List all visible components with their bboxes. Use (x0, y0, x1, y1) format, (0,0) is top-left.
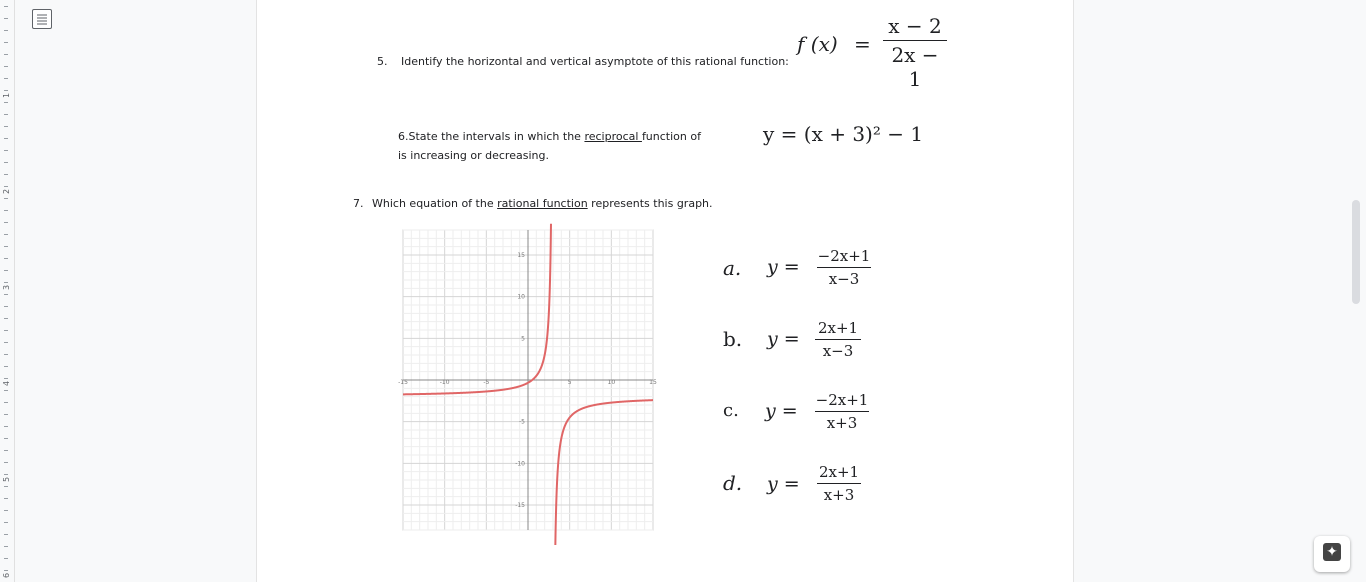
ruler-tick (4, 30, 8, 31)
ruler-tick (4, 474, 8, 475)
q6-suffix: function of (641, 130, 701, 143)
x-tick-label: -10 (439, 379, 450, 386)
rational-function-graph (398, 230, 657, 530)
question-5-text: Identify the horizontal and vertical asymptote of this rational function: (401, 55, 789, 68)
ruler-tick (4, 546, 8, 547)
q5-fraction (883, 14, 947, 91)
option-c-y: y = (765, 400, 798, 422)
option-a-fraction (817, 247, 871, 288)
question-6-line1 (398, 130, 701, 143)
ruler-tick (4, 54, 8, 55)
y-tick-label: 5 (521, 335, 525, 343)
q7-suffix: represents this graph. (587, 197, 713, 210)
ruler-tick (4, 402, 8, 403)
ruler-tick (4, 306, 8, 307)
q6-prefix: 6.State the intervals in which the (398, 130, 585, 143)
ruler-tick (4, 342, 8, 343)
fraction-bar (815, 339, 861, 340)
fraction-bar (817, 483, 861, 484)
fraction-bar (815, 411, 869, 412)
option-d-letter: d. (723, 471, 743, 495)
ruler-tick (4, 6, 8, 7)
option-a-letter: a. (723, 256, 742, 280)
ruler-tick (4, 42, 8, 43)
ruler-tick (4, 102, 8, 103)
ruler-tick (4, 438, 8, 439)
ruler-label: 4 (2, 380, 11, 386)
y-tick-label: -15 (515, 502, 525, 509)
option-b-fraction (815, 319, 861, 360)
option-b-numerator: 2x+1 (817, 319, 859, 337)
ruler-tick (4, 150, 8, 151)
y-tick-label: -5 (519, 418, 525, 426)
ruler-tick (4, 78, 8, 79)
document-page[interactable] (256, 0, 1074, 582)
q7-link-rational-function[interactable]: rational function (497, 197, 588, 210)
ruler-tick (4, 330, 8, 331)
fraction-bar (883, 40, 947, 41)
q6-link-reciprocal[interactable]: reciprocal (584, 130, 642, 143)
ruler-label: 2 (2, 188, 11, 194)
ruler-tick (4, 534, 8, 535)
ruler-tick (4, 198, 8, 199)
ruler-tick (4, 258, 8, 259)
option-a-y: y = (767, 256, 800, 278)
question-6-line2: is increasing or decreasing. (398, 149, 549, 162)
q5-numerator: x − 2 (888, 14, 942, 38)
option-d-numerator: 2x+1 (818, 463, 860, 481)
ruler-tick (4, 318, 8, 319)
option-c-denominator: x+3 (826, 414, 858, 432)
ruler-tick (4, 66, 8, 67)
q5-function-lhs: f (x) (797, 32, 838, 56)
question-7-number: 7. (353, 197, 364, 210)
q7-prefix: Which equation of the (372, 197, 498, 210)
ruler-tick (4, 90, 8, 91)
option-b-letter: b. (723, 327, 743, 351)
option-b-y: y = (767, 328, 800, 350)
ruler-tick (4, 210, 8, 211)
option-d-fraction (817, 463, 861, 504)
ruler-label: 3 (2, 284, 11, 290)
x-tick-label: 10 (607, 379, 616, 386)
ruler-tick (4, 510, 8, 511)
x-tick-label: -15 (398, 379, 408, 386)
option-d-y: y = (767, 473, 800, 495)
ruler-tick (4, 366, 8, 367)
x-tick-label: 15 (649, 379, 657, 386)
ruler-tick (4, 450, 8, 451)
ruler-tick (4, 138, 8, 139)
ruler-tick (4, 354, 8, 355)
q5-equals: = (854, 32, 871, 56)
option-c-letter: c. (723, 400, 739, 421)
vertical-scrollbar[interactable] (1352, 200, 1360, 304)
ruler-label: 6 (2, 572, 11, 578)
ruler-tick (4, 270, 8, 271)
ruler-tick (4, 126, 8, 127)
option-b-denominator: x−3 (822, 342, 854, 360)
ruler-label: 5 (2, 476, 11, 482)
ruler-tick (4, 18, 8, 19)
ruler-tick (4, 462, 8, 463)
ruler-tick (4, 282, 8, 283)
option-c-fraction (815, 391, 869, 432)
y-tick-label: -10 (515, 460, 525, 468)
ruler-tick (4, 222, 8, 223)
ruler-tick (4, 486, 8, 487)
vertical-ruler[interactable] (0, 0, 15, 582)
x-tick-label: 5 (567, 379, 572, 386)
q5-denominator: 2x − 1 (891, 43, 939, 91)
explore-button[interactable] (1314, 536, 1350, 572)
outline-icon (33, 10, 51, 28)
y-tick-label: 10 (517, 293, 525, 301)
option-c-numerator: −2x+1 (815, 391, 869, 409)
question-7-text (372, 197, 713, 210)
ruler-tick (4, 570, 8, 571)
option-d-denominator: x+3 (823, 486, 855, 504)
fraction-bar (817, 267, 871, 268)
ruler-tick (4, 414, 8, 415)
y-tick-label: 15 (517, 252, 525, 259)
ruler-tick (4, 114, 8, 115)
ruler-tick (4, 186, 8, 187)
ruler-tick (4, 246, 8, 247)
option-a-numerator: −2x+1 (817, 247, 871, 265)
ruler-tick (4, 294, 8, 295)
document-outline-button[interactable] (32, 9, 52, 29)
ruler-tick (4, 162, 8, 163)
ruler-tick (4, 174, 8, 175)
sparkle-icon: ✦ (1323, 543, 1341, 561)
ruler-label: 1 (2, 92, 11, 98)
q6-equation: y = (x + 3)² − 1 (763, 122, 924, 146)
ruler-tick (4, 558, 8, 559)
ruler-tick (4, 378, 8, 379)
option-a-denominator: x−3 (828, 270, 860, 288)
question-5-number: 5. (377, 55, 388, 68)
ruler-tick (4, 498, 8, 499)
x-tick-label: -5 (483, 379, 490, 386)
ruler-tick (4, 234, 8, 235)
ruler-tick (4, 426, 8, 427)
ruler-tick (4, 522, 8, 523)
ruler-tick (4, 390, 8, 391)
